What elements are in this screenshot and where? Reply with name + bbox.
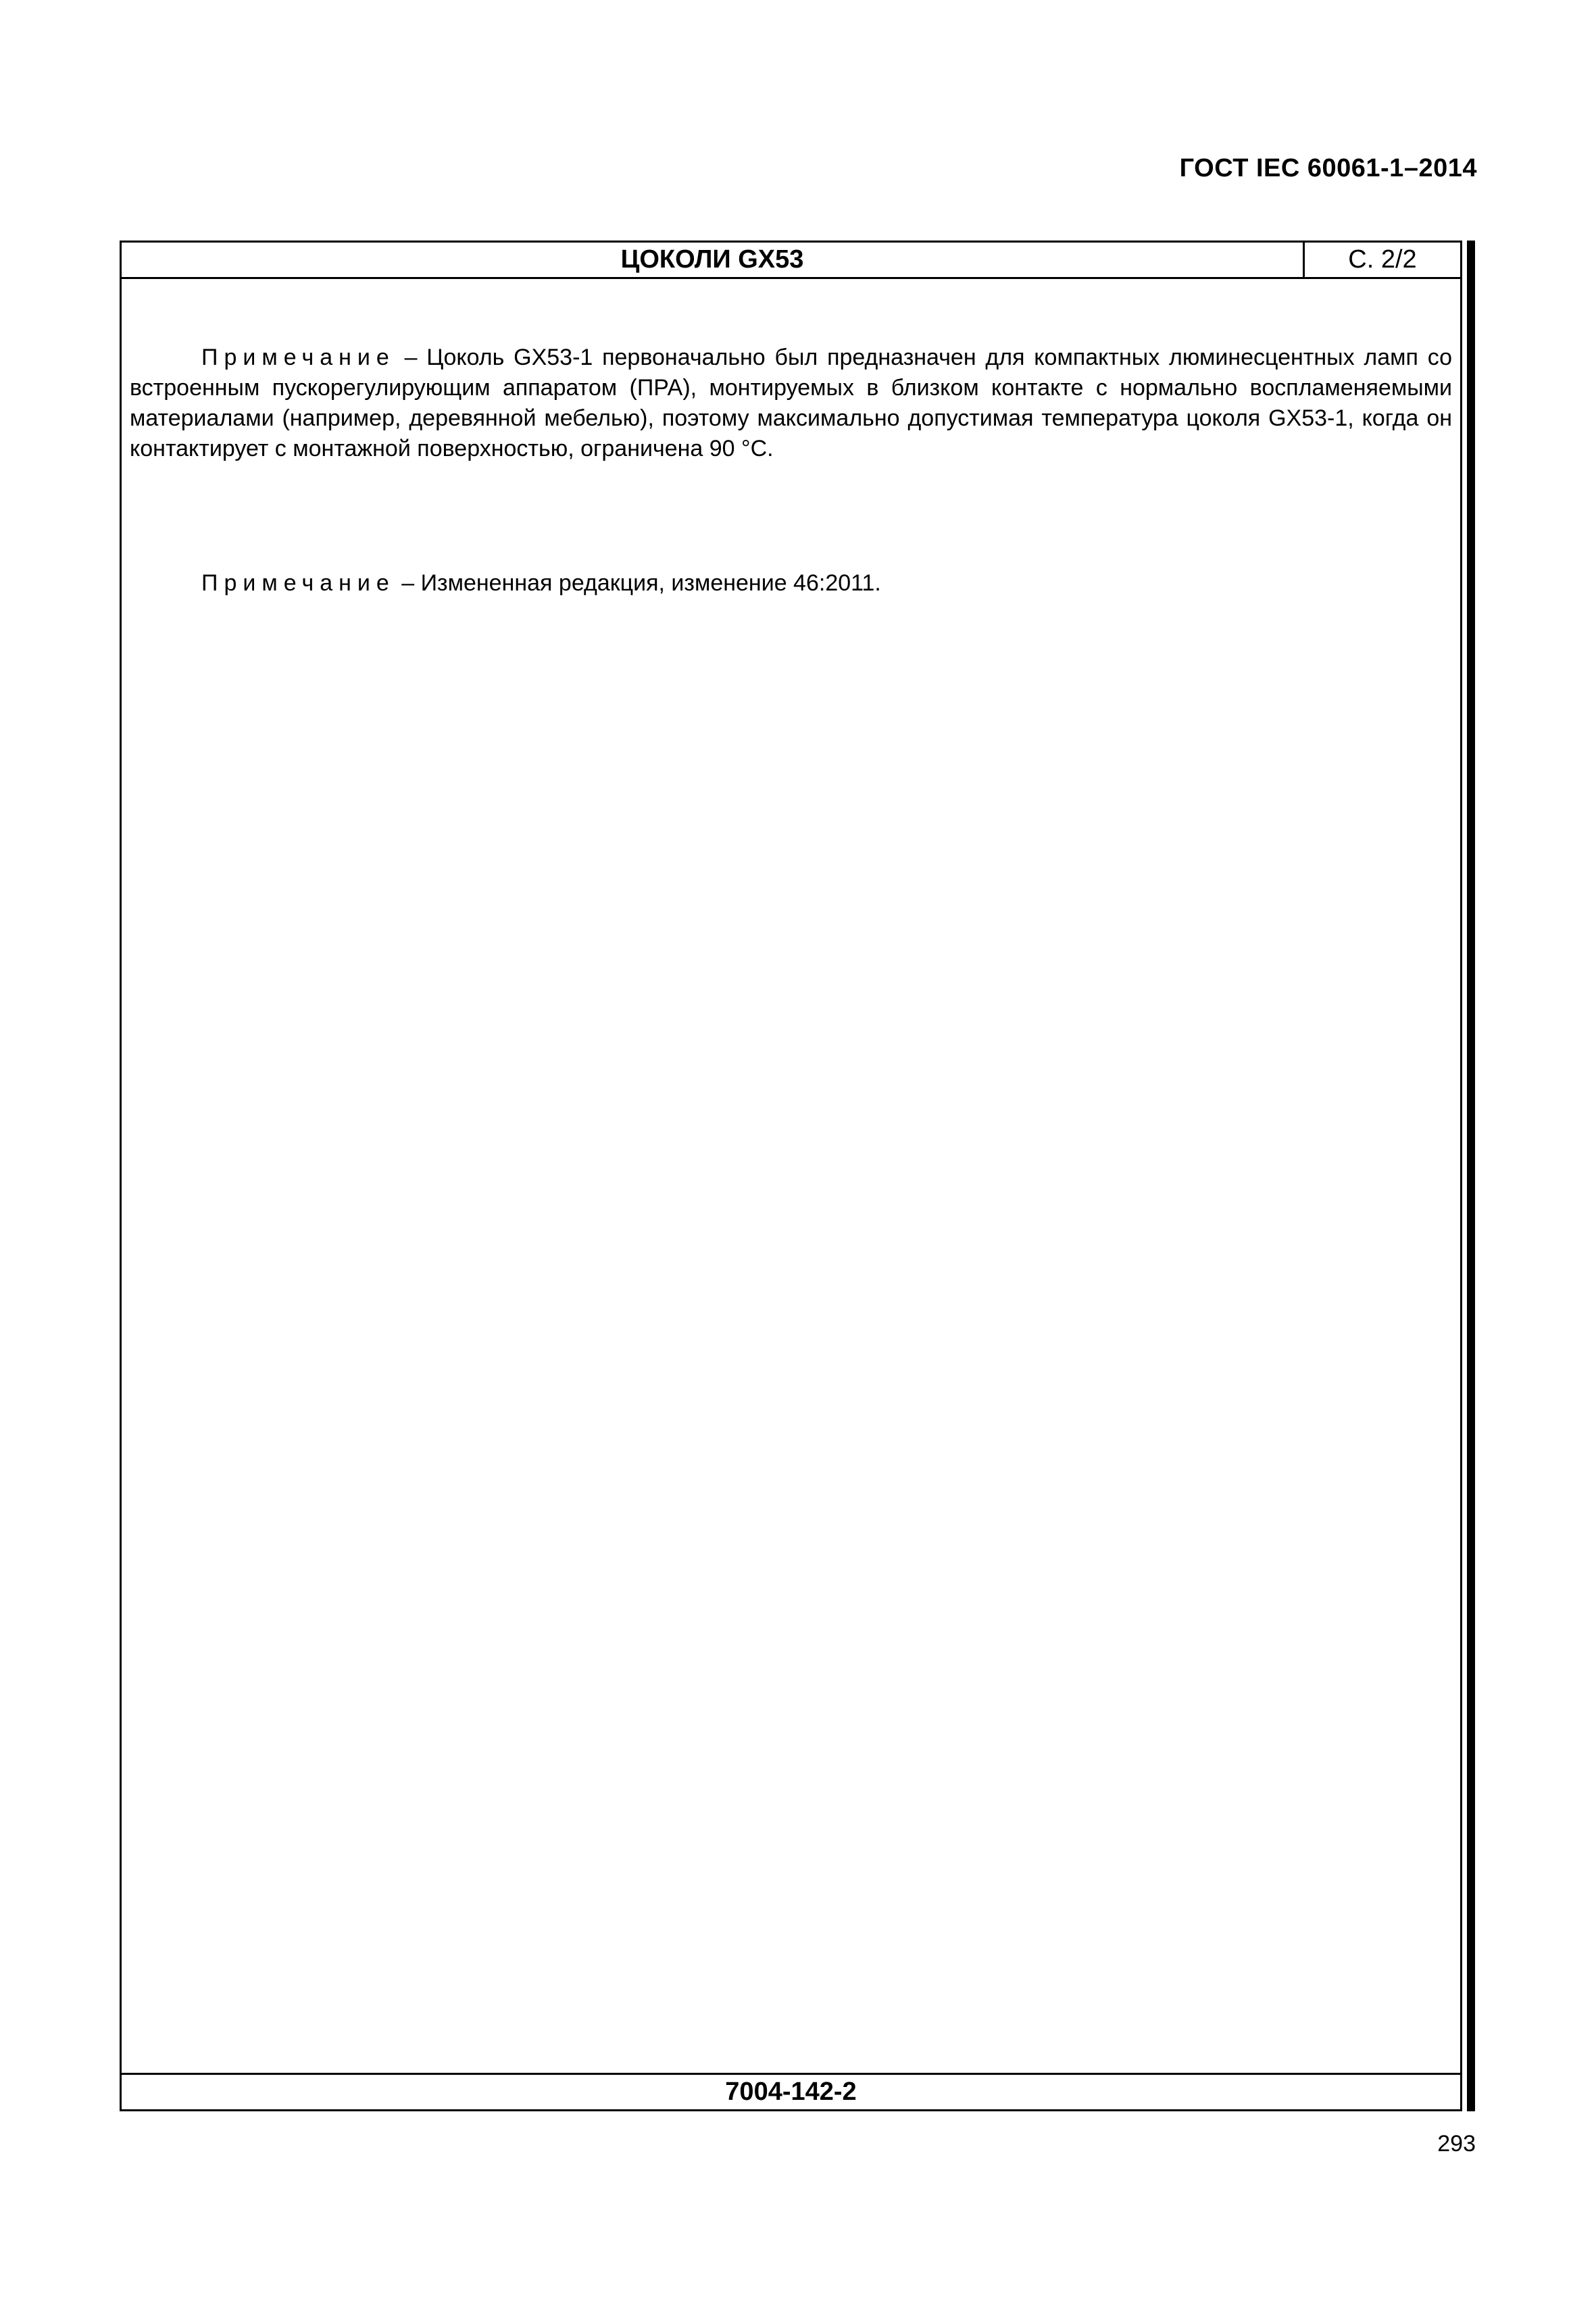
note-label: Примечание bbox=[201, 570, 395, 596]
frame-edge-bar bbox=[1467, 241, 1475, 2111]
document-standard-header: ГОСТ IEC 60061-1–2014 bbox=[1179, 154, 1477, 182]
note-paragraph bbox=[130, 343, 1452, 464]
note-text: – Цоколь GX53-1 первоначально был предназначен для компактных люминесцентных ламп со встроенным пускорегулирующим аппаратом (ПРА), монтируемых в близком контакте с нормально воспламеняемыми материалами (например, деревянной мебелью), поэтому максимально допустимая температура цоколя GX53-1, когда он контактирует с монтажной поверхностью, ограничена 90 °С. bbox=[130, 345, 1452, 461]
sheet-page-indicator: С. 2/2 bbox=[1303, 243, 1460, 277]
note-label: Примечание bbox=[201, 345, 395, 370]
page-number: 293 bbox=[1437, 2131, 1476, 2157]
sheet-frame bbox=[120, 241, 1462, 2111]
note-text: – Измененная редакция, изменение 46:2011. bbox=[395, 570, 881, 596]
title-row bbox=[122, 243, 1460, 279]
sheet-title: ЦОКОЛИ GX53 bbox=[620, 245, 804, 274]
sheet-code: 7004-142-2 bbox=[122, 2073, 1460, 2109]
note-paragraph bbox=[130, 568, 1452, 599]
